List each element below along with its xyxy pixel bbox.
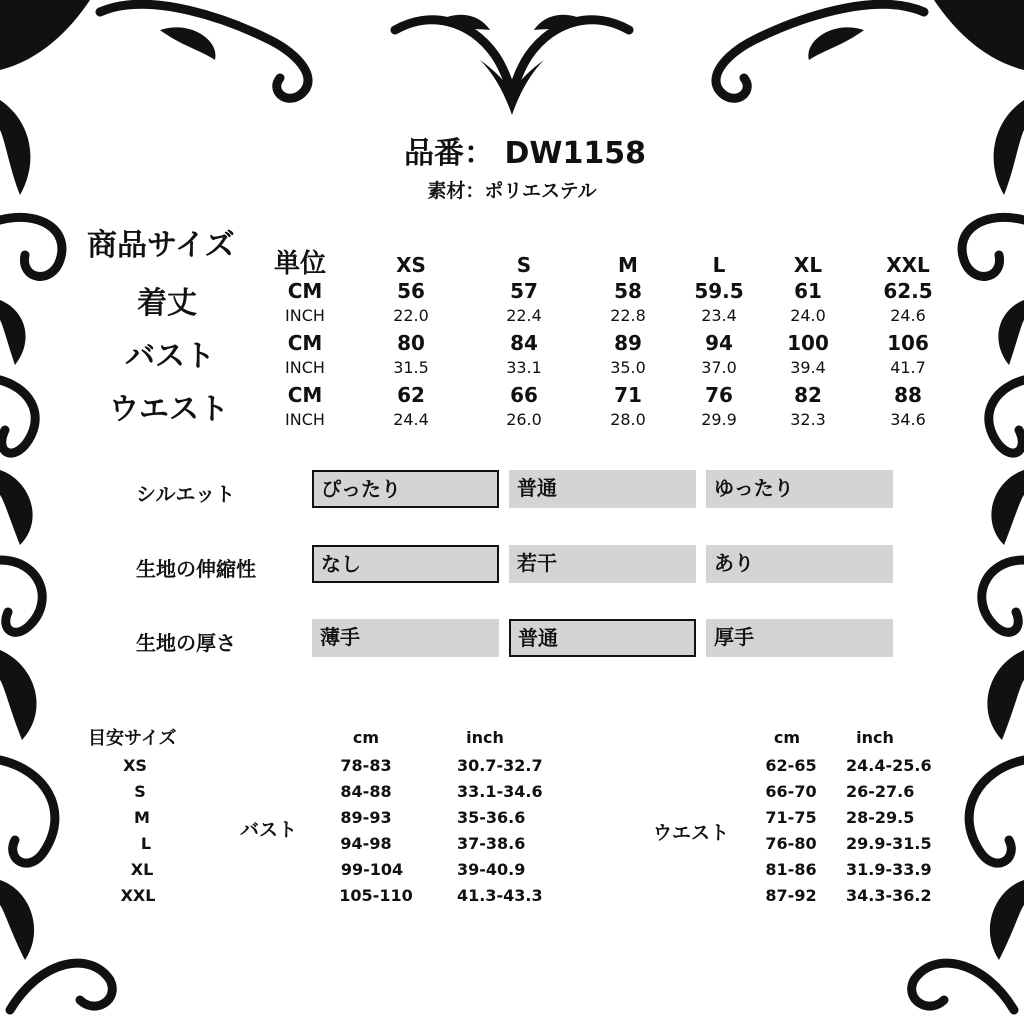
stretch-option-yes: あり [706, 545, 893, 583]
guide-waist-inch-m: 28-29.5 [846, 808, 915, 827]
guide-waist-inch-l: 29.9-31.5 [846, 834, 932, 853]
guide-waist-cm-xxl: 87-92 [765, 886, 817, 905]
material-text: 素材：ポリエステル [427, 180, 597, 202]
guide-bust-label: バスト [240, 819, 298, 841]
guide-bust-inch-xs: 30.7-32.7 [457, 756, 543, 775]
guide-waist-inch-xxl: 34.3-36.2 [846, 886, 932, 905]
stretch-option-none: なし [312, 545, 499, 583]
thickness-option-thick: 厚手 [706, 619, 893, 657]
bust-cm-xl: 100 [787, 331, 829, 355]
bust-cm-xs: 80 [397, 331, 425, 355]
silhouette-option-tight: ぴったり [312, 470, 499, 508]
guide-bust-cm-xxl: 105-110 [339, 886, 413, 905]
guide-waist-cm-xs: 62-65 [765, 756, 817, 775]
waist-cm-m: 71 [614, 383, 642, 407]
unit-cm: CM [287, 331, 323, 355]
waist-inch-xs: 24.4 [393, 410, 429, 429]
unit-cm: CM [287, 279, 323, 303]
bust-label: バスト [125, 339, 215, 374]
bust-inch-xs: 31.5 [393, 358, 429, 377]
guide-bust-cm-l: 94-98 [340, 834, 392, 853]
guide-waist-inch-s: 26-27.6 [846, 782, 915, 801]
size-header-s: S [516, 253, 532, 277]
waist-inch-xl: 32.3 [790, 410, 826, 429]
guide-bust-inch-xl: 39-40.9 [457, 860, 526, 879]
waist-inch-m: 28.0 [610, 410, 646, 429]
guide-bust-inch-xxl: 41.3-43.3 [457, 886, 543, 905]
length-cm-l: 59.5 [694, 279, 744, 303]
length-inch-xs: 22.0 [393, 306, 429, 325]
length-cm-s: 57 [510, 279, 538, 303]
bust-inch-xl: 39.4 [790, 358, 826, 377]
size-header-l: L [712, 253, 726, 277]
length-inch-xxl: 24.6 [890, 306, 926, 325]
guide-size-xs: XS [123, 756, 147, 775]
guide-bust-cm-header: cm [352, 728, 380, 747]
guide-title: 目安サイズ [88, 728, 177, 749]
guide-size-l: L [140, 834, 152, 853]
size-header-xs: XS [396, 253, 426, 277]
guide-waist-cm-l: 76-80 [765, 834, 817, 853]
guide-waist-cm-s: 66-70 [765, 782, 817, 801]
guide-bust-inch-l: 37-38.6 [457, 834, 526, 853]
bust-inch-s: 33.1 [506, 358, 542, 377]
unit-inch: INCH [285, 358, 325, 377]
guide-bust-inch-s: 33.1-34.6 [457, 782, 543, 801]
guide-waist-inch-header: inch [856, 728, 894, 747]
length-inch-m: 22.8 [610, 306, 646, 325]
guide-size-xxl: XXL [120, 886, 156, 905]
unit-header: 単位 [274, 249, 327, 279]
product-number: 品番： DW1158 [404, 136, 646, 171]
silhouette-label: シルエット [136, 482, 236, 506]
stretch-option-slight: 若干 [509, 545, 696, 583]
size-table-title: 商品サイズ [87, 228, 235, 263]
waist-cm-s: 66 [510, 383, 538, 407]
length-inch-l: 23.4 [701, 306, 737, 325]
waist-label: ウエスト [109, 392, 229, 427]
waist-cm-xl: 82 [794, 383, 822, 407]
thickness-option-thin: 薄手 [312, 619, 499, 657]
guide-size-m: M [134, 808, 150, 827]
guide-bust-cm-xl: 99-104 [340, 860, 404, 879]
guide-waist-cm-header: cm [773, 728, 801, 747]
guide-bust-inch-header: inch [466, 728, 504, 747]
length-cm-xl: 61 [794, 279, 822, 303]
guide-size-s: S [134, 782, 146, 801]
waist-inch-xxl: 34.6 [890, 410, 926, 429]
silhouette-option-normal: 普通 [509, 470, 696, 508]
size-header-xxl: XXL [886, 253, 930, 277]
waist-inch-l: 29.9 [701, 410, 737, 429]
length-cm-xs: 56 [397, 279, 425, 303]
bust-cm-s: 84 [510, 331, 538, 355]
stretch-label: 生地の伸縮性 [136, 557, 256, 581]
length-inch-xl: 24.0 [790, 306, 826, 325]
length-cm-xxl: 62.5 [883, 279, 933, 303]
unit-cm: CM [287, 383, 323, 407]
guide-waist-inch-xs: 24.4-25.6 [846, 756, 932, 775]
bust-inch-l: 37.0 [701, 358, 737, 377]
waist-cm-xs: 62 [397, 383, 425, 407]
silhouette-option-loose: ゆったり [706, 470, 893, 508]
length-cm-m: 58 [614, 279, 642, 303]
thickness-label: 生地の厚さ [136, 631, 236, 655]
bust-cm-l: 94 [705, 331, 733, 355]
guide-bust-cm-s: 84-88 [340, 782, 392, 801]
unit-inch: INCH [285, 410, 325, 429]
guide-size-xl: XL [130, 860, 154, 879]
thickness-option-normal: 普通 [509, 619, 696, 657]
size-header-m: M [618, 253, 638, 277]
bust-inch-xxl: 41.7 [890, 358, 926, 377]
guide-bust-cm-xs: 78-83 [340, 756, 392, 775]
length-label: 着丈 [137, 286, 197, 321]
bust-inch-m: 35.0 [610, 358, 646, 377]
waist-cm-xxl: 88 [894, 383, 922, 407]
unit-inch: INCH [285, 306, 325, 325]
bust-cm-m: 89 [614, 331, 642, 355]
bust-cm-xxl: 106 [887, 331, 929, 355]
guide-waist-cm-xl: 81-86 [765, 860, 817, 879]
waist-inch-s: 26.0 [506, 410, 542, 429]
guide-bust-inch-m: 35-36.6 [457, 808, 526, 827]
guide-waist-label: ウエスト [653, 822, 730, 844]
length-inch-s: 22.4 [506, 306, 542, 325]
size-header-xl: XL [793, 253, 823, 277]
guide-waist-cm-m: 71-75 [765, 808, 817, 827]
waist-cm-l: 76 [705, 383, 733, 407]
guide-waist-inch-xl: 31.9-33.9 [846, 860, 932, 879]
guide-bust-cm-m: 89-93 [340, 808, 392, 827]
